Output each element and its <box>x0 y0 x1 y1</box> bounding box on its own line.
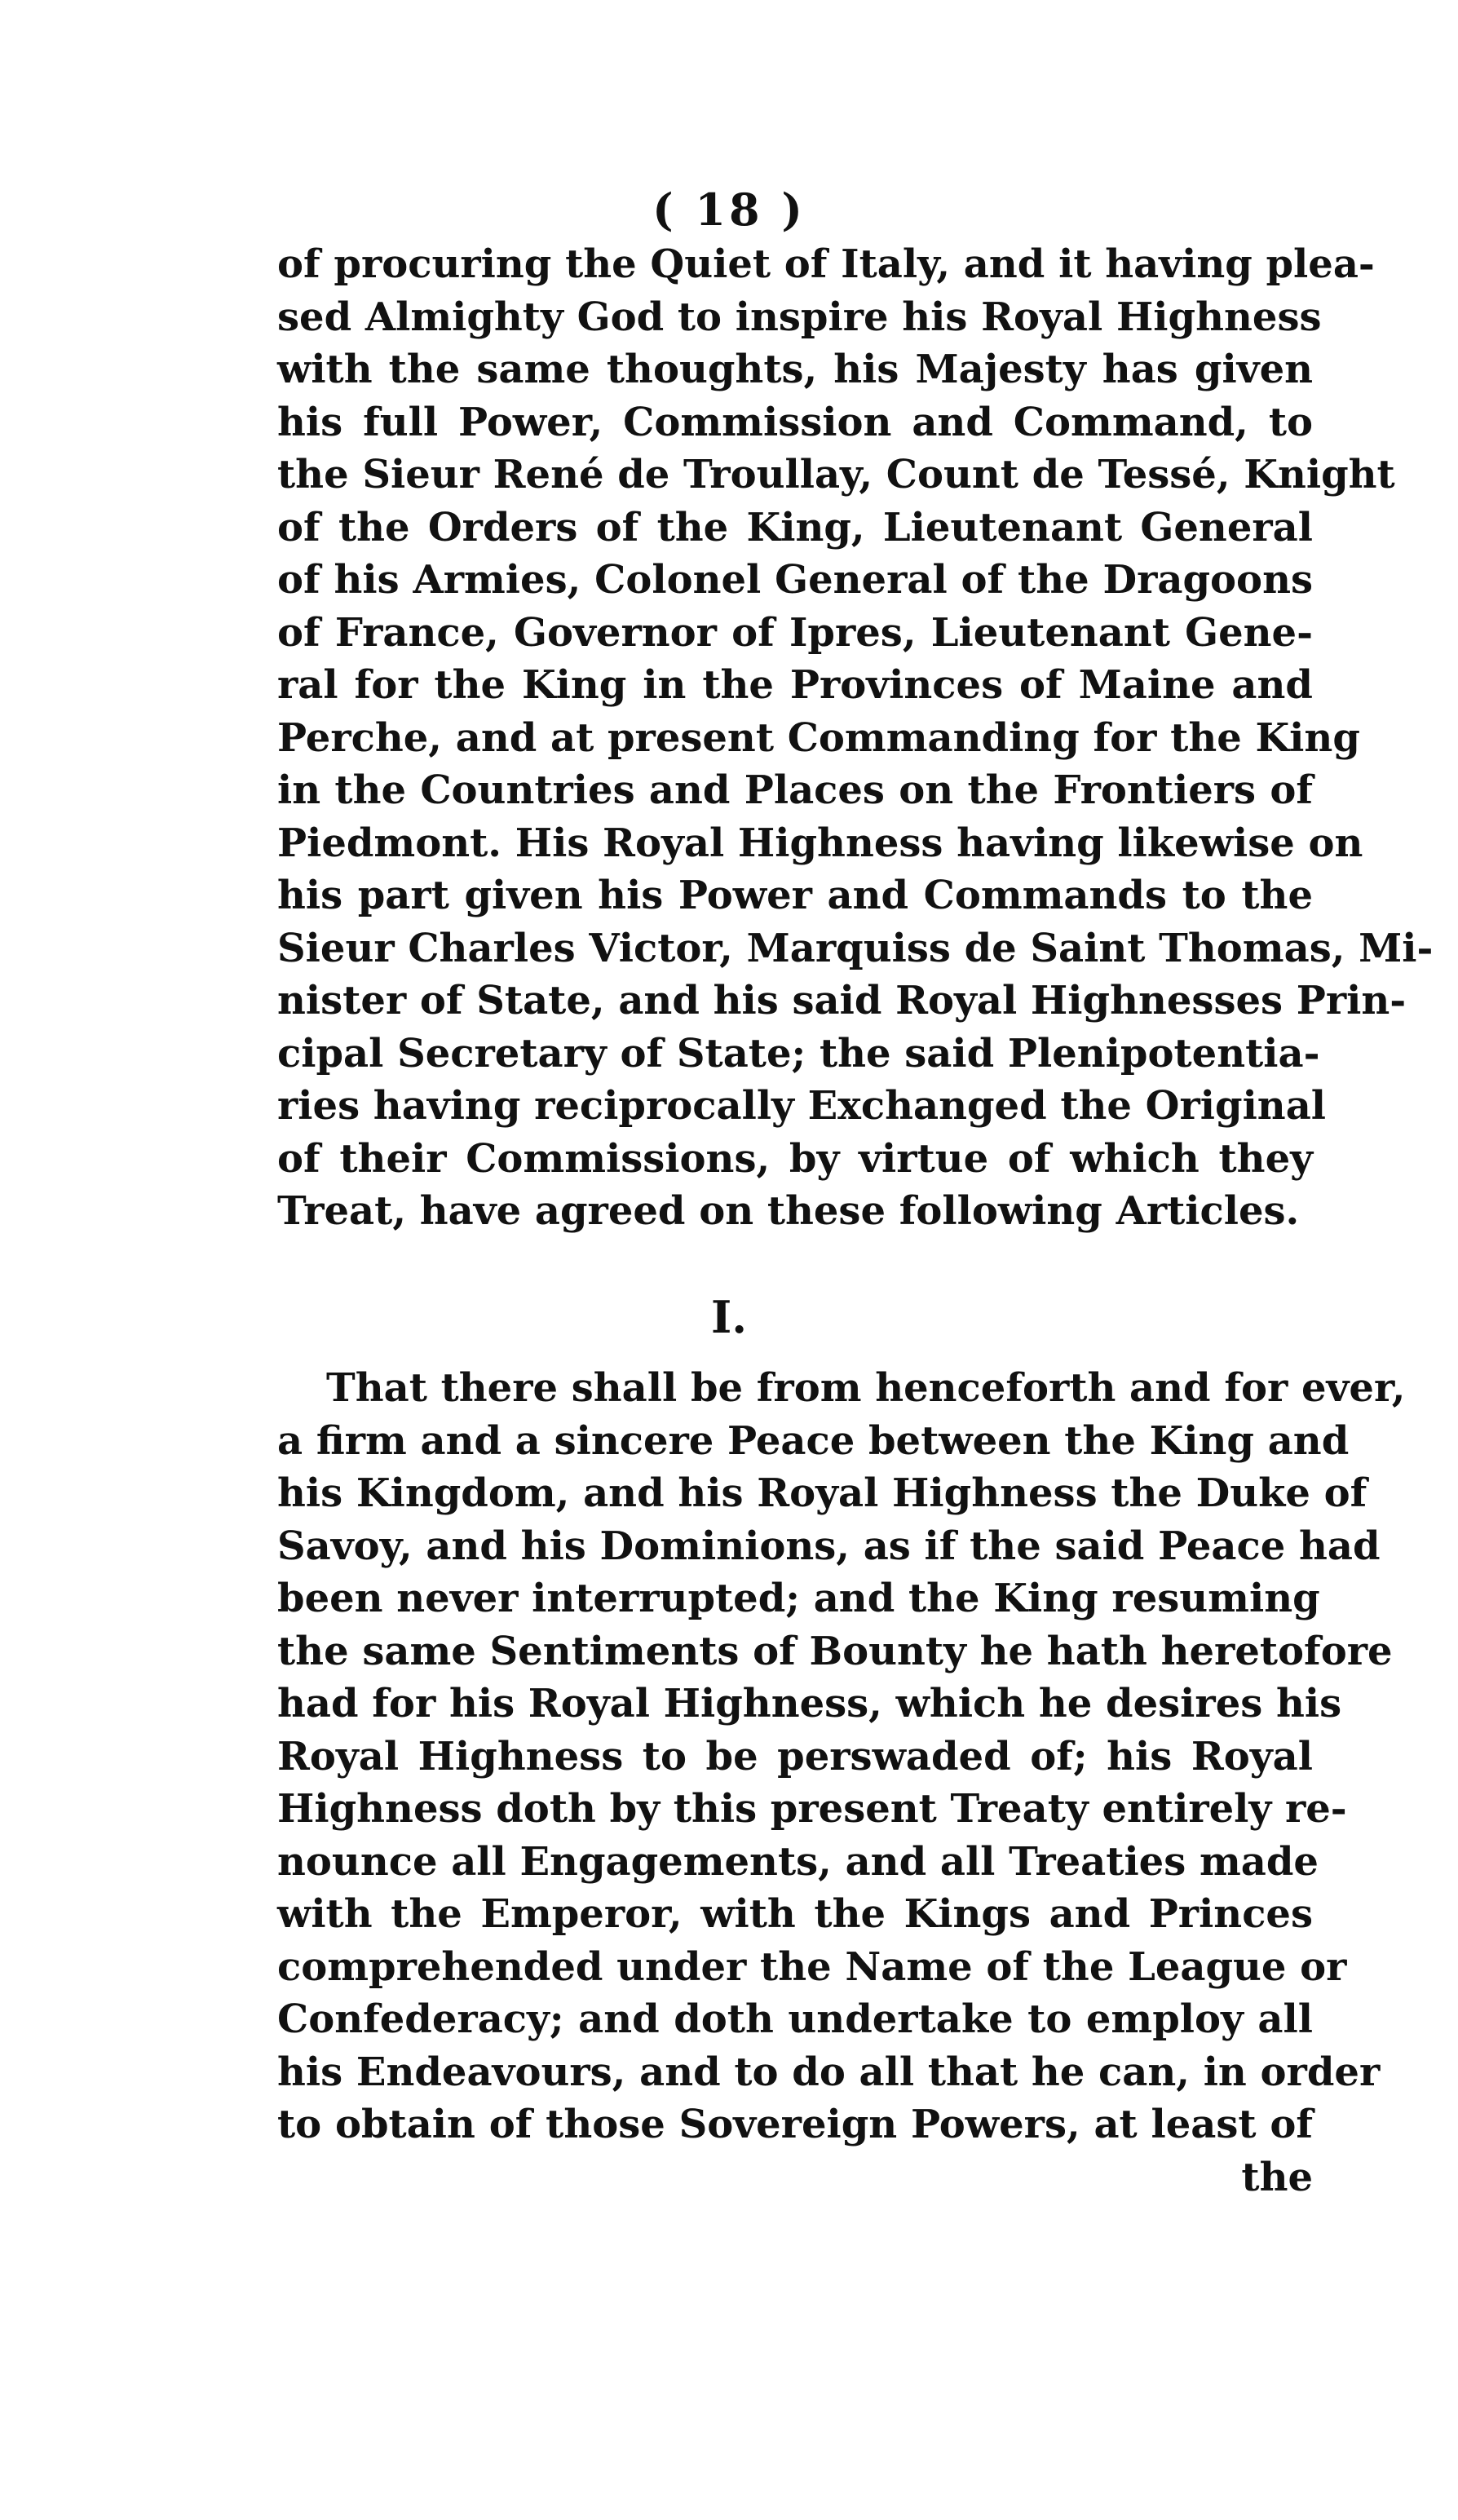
text-line: comprehended under the Name of the League or <box>277 1943 1347 1990</box>
text-line: Piedmont. His Royal Highness having likewise on <box>277 820 1363 866</box>
text-line: to obtain of those Sovereign Powers, at least of <box>277 2102 1313 2147</box>
text-line: a firm and a sincere Peace between the King and <box>277 1417 1350 1464</box>
text-line: ral for the King in the Provinces of Maine and <box>277 662 1313 708</box>
text-line: Treat, have agreed on these following Articles. <box>277 1188 1300 1234</box>
paragraph-preamble <box>277 238 1434 1238</box>
text-line: Perche, and at present Commanding for the King <box>277 714 1360 761</box>
text-line: the Sieur René de Troullay, Count de Tessé, Knight <box>277 452 1395 497</box>
text-line: his full Power, Commission and Command, to <box>277 399 1313 445</box>
text-line: his part given his Power and Commands to the <box>277 873 1313 918</box>
text-line: of the Orders of the King, Lieutenant General <box>277 504 1313 550</box>
text-line: of France, Governor of Ipres, Lieutenant Gene- <box>277 609 1313 656</box>
article-heading: I. <box>710 1291 748 1343</box>
text-line: Savoy, and his Dominions, as if the said Peace had <box>277 1523 1381 1569</box>
text-line: nounce all Engagements, and all Treaties made <box>277 1838 1319 1885</box>
text-line: nister of State, and his said Royal Highnesses Prin- <box>277 978 1407 1023</box>
text-line: his Endeavours, and to do all that he can, in order <box>277 2049 1381 2095</box>
text-line: the same Sentiments of Bounty he hath heretofore <box>277 1628 1393 1674</box>
text-line: had for his Royal Highness, which he desires his <box>277 1681 1342 1726</box>
text-line: cipal Secretary of State; the said Plenipotentia- <box>277 1030 1320 1077</box>
text-line: of procuring the Quiet of Italy, and it having plea- <box>277 241 1375 287</box>
text-line: Royal Highness to be perswaded of; his Royal <box>277 1733 1313 1779</box>
text-line: Sieur Charles Victor, Marquiss de Saint Thomas, Mi- <box>277 925 1434 971</box>
text-line: Confederacy; and doth undertake to employ all <box>277 1996 1313 2042</box>
text-line: ries having reciprocally Exchanged the Original <box>277 1083 1327 1129</box>
text-line: with the same thoughts, his Majesty has given <box>277 347 1313 392</box>
paragraph-article-one <box>277 1362 1406 2204</box>
text-line: his Kingdom, and his Royal Highness the Duke of <box>277 1470 1367 1516</box>
text-line: been never interrupted; and the King resuming <box>277 1576 1320 1621</box>
text-line: of his Armies, Colonel General of the Dragoons <box>277 557 1313 603</box>
text-line: That there shall be from henceforth and for ever, <box>326 1365 1406 1411</box>
text-line: Highness doth by this present Treaty entirely re- <box>277 1786 1347 1832</box>
text-line: with the Emperor, with the Kings and Princes <box>277 1891 1313 1937</box>
text-line: in the Countries and Places on the Frontiers of <box>277 767 1313 813</box>
page-number: ( 18 ) <box>652 183 806 236</box>
text-line: of their Commissions, by virtue of which they <box>277 1135 1313 1182</box>
text-line: sed Almighty God to inspire his Royal Highness <box>277 294 1322 340</box>
catchword: the <box>1241 2154 1313 2200</box>
